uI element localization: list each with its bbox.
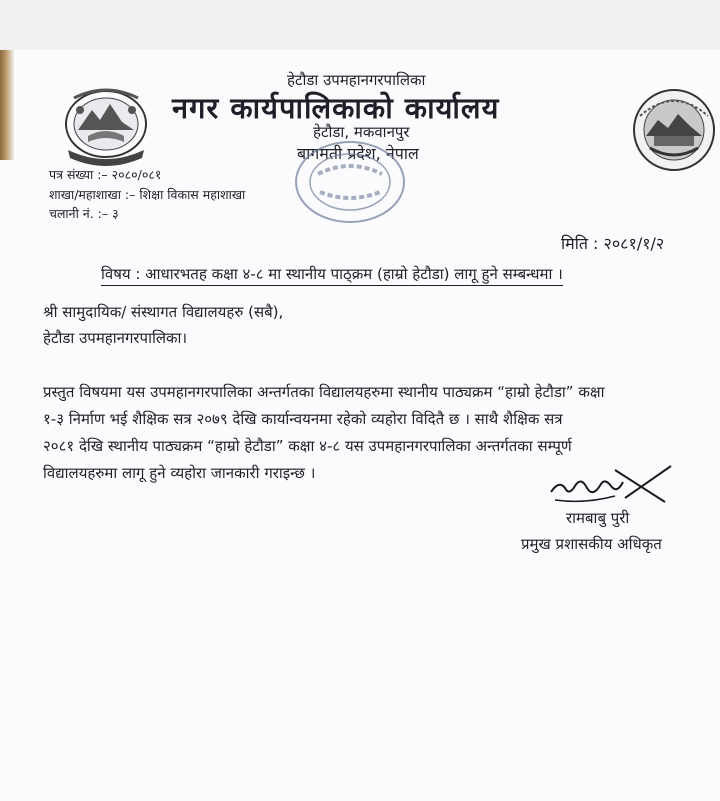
- letter-number: पत्र संख्या :– २०८०/०८१: [49, 167, 162, 182]
- dispatch-number: चलानी नं. :– ३: [49, 206, 119, 221]
- photo-top-margin: [0, 0, 720, 50]
- handwritten-signature: [545, 462, 675, 507]
- signatory-title: प्रमुख प्रशासकीय अधिकृत: [521, 535, 662, 553]
- body-line-4: विद्यालयहरुमा लागू हुने व्यहोरा जानकारी गराइन्छ ।: [43, 464, 316, 482]
- recipient-line-1: श्री सामुदायिक/ संस्थागत विद्यालयहरु (सबै),: [43, 303, 284, 321]
- office-province: बागमती प्रदेश, नेपाल: [297, 144, 419, 163]
- body-line-1: प्रस्तुत विषयमा यस उपमहानगरपालिका अन्तर्गतका विद्यालयहरुमा स्थानीय पाठ्यक्रम “हाम्रो हेटौडा” कक्षा: [43, 383, 605, 401]
- office-stamp-icon: [290, 138, 410, 226]
- subject-line: विषय : आधारभतह कक्षा ४-८ मा स्थानीय पाठ्क्रम (हाम्रो हेटौडा) लागू हुने सम्बन्धमा ।: [101, 264, 563, 286]
- office-city: हेटौडा, मकवानपुर: [313, 123, 410, 141]
- body-line-2: १-३ निर्माण भई शैक्षिक सत्र २०७९ देखि कार्यान्वयनमा रहेको व्यहोरा विदितै छ । साथै शैक्षिक सत्र: [43, 410, 563, 428]
- branch-name: शाखा/महाशाखा :– शिक्षा विकास महाशाखा: [49, 187, 246, 202]
- hetauda-municipality-logo-icon: [628, 86, 720, 172]
- letter-date: मिति : २०८१/१/२: [561, 234, 665, 253]
- recipient-line-2: हेटौडा उपमहानगरपालिका।: [43, 329, 188, 347]
- photo-left-edge: [0, 50, 14, 160]
- nepal-emblem-icon: [58, 86, 154, 166]
- office-title: नगर कार्यपालिकाको कार्यालय: [172, 91, 500, 125]
- municipality-name: हेटौडा उपमहानगरपालिका: [287, 71, 426, 89]
- body-line-3: २०८१ देखि स्थानीय पाठ्यक्रम “हाम्रो हेटौडा” कक्षा ४-८ यस उपमहानगरपालिका अन्तर्गतका सम्पूर्ण: [43, 437, 572, 455]
- signatory-name: रामबाबु पुरी: [566, 509, 630, 527]
